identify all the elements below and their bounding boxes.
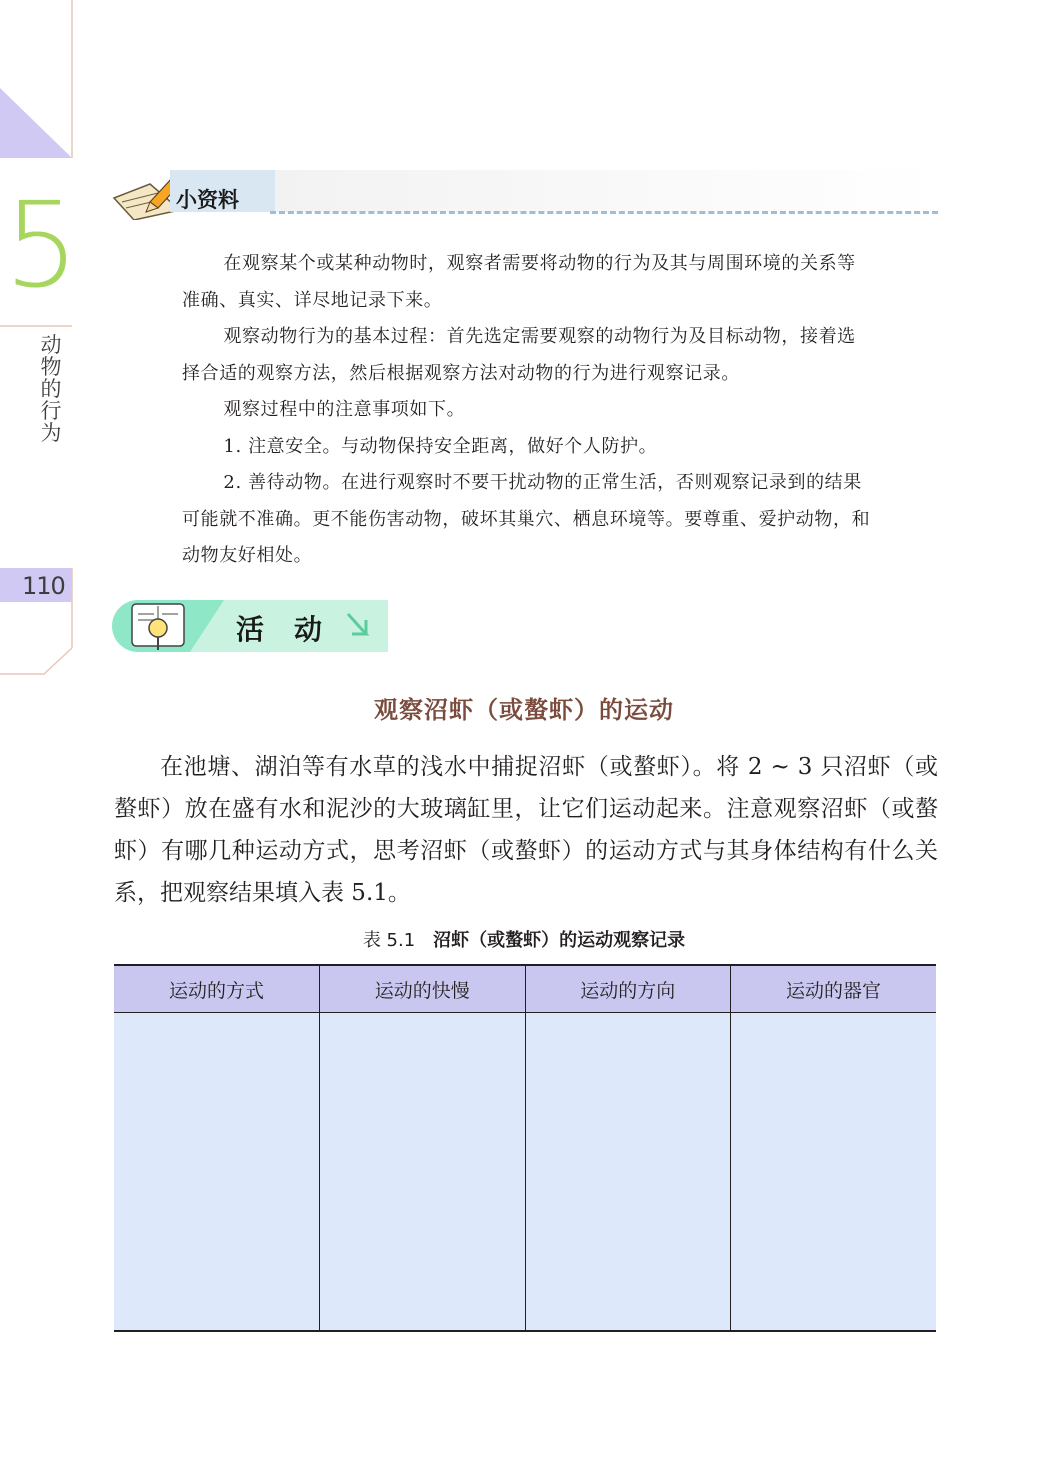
activity-paragraph: 在池塘、湖泊等有水草的浅水中捕捉沼虾（或螯虾）。将 2 ~ 3 只沼虾（或螯虾）放在盛有水和泥沙的大玻璃缸里，让它们运动起来。注意观察沼虾（或螯虾）有哪几种运动方式，思考沼虾（或螯虾）的运动方式与其身体结构有什么关系，把观察结果填入表 5.1。 (114, 754, 938, 906)
table-header-cell: 运动的方式 (114, 965, 320, 1013)
chapter-title-char: 物 (40, 355, 62, 379)
table-caption (0, 926, 1048, 952)
info-box-title: 小资料 (176, 188, 239, 212)
activity-section-title: 观察沼虾（或螯虾）的运动 (374, 696, 674, 724)
chapter-title-char: 的 (40, 377, 62, 401)
table-cell (525, 1013, 731, 1332)
info-paragraph: 1. 注意安全。与动物保持安全距离，做好个人防护。 (223, 435, 658, 457)
chapter-margin-tab (0, 0, 80, 676)
chapter-title-char: 为 (40, 421, 62, 445)
chapter-title-char: 动 (40, 333, 62, 357)
table-header-cell: 运动的器官 (731, 965, 937, 1013)
chapter-number: 5 (4, 176, 80, 314)
table-header-cell: 运动的方向 (525, 965, 731, 1013)
table-caption-number: 表 5.1 (362, 930, 416, 951)
info-box-header (110, 164, 940, 220)
table-caption-title: 沼虾（或螯虾）的运动观察记录 (433, 930, 686, 951)
table-cell (114, 1013, 320, 1332)
table-row (114, 1013, 936, 1332)
activity-instructions (114, 746, 938, 914)
info-paragraph: 在观察某个或某种动物时，观察者需要将动物的行为及其与周围环境的关系等准确、真实、详尽地记录下来。 (182, 253, 856, 311)
info-header-background (270, 170, 940, 212)
info-paragraph: 2. 善待动物。在进行观察时不要干扰动物的正常生活，否则观察记录到的结果可能就不准确。更不能伤害动物，破坏其巢穴、栖息环境等。要尊重、爱护动物，和动物友好相处。 (182, 472, 871, 566)
observation-record-table (114, 964, 936, 1332)
chapter-title-char: 行 (40, 399, 62, 423)
table-cell (731, 1013, 937, 1332)
info-paragraph: 观察动物行为的基本过程：首先选定需要观察的动物行为及目标动物，接着选择合适的观察方法，然后根据观察方法对动物的行为进行观察记录。 (182, 326, 856, 384)
table-header-cell: 运动的快慢 (320, 965, 526, 1013)
table-header-row (114, 965, 936, 1013)
page-number: 110 (22, 572, 65, 600)
activity-header (112, 598, 388, 654)
chapter-title (36, 334, 66, 444)
table-cell (320, 1013, 526, 1332)
info-paragraph: 观察过程中的注意事项如下。 (223, 399, 466, 420)
info-box-body (182, 246, 872, 575)
info-header-divider (270, 211, 938, 214)
activity-label: 活动 (236, 613, 353, 646)
